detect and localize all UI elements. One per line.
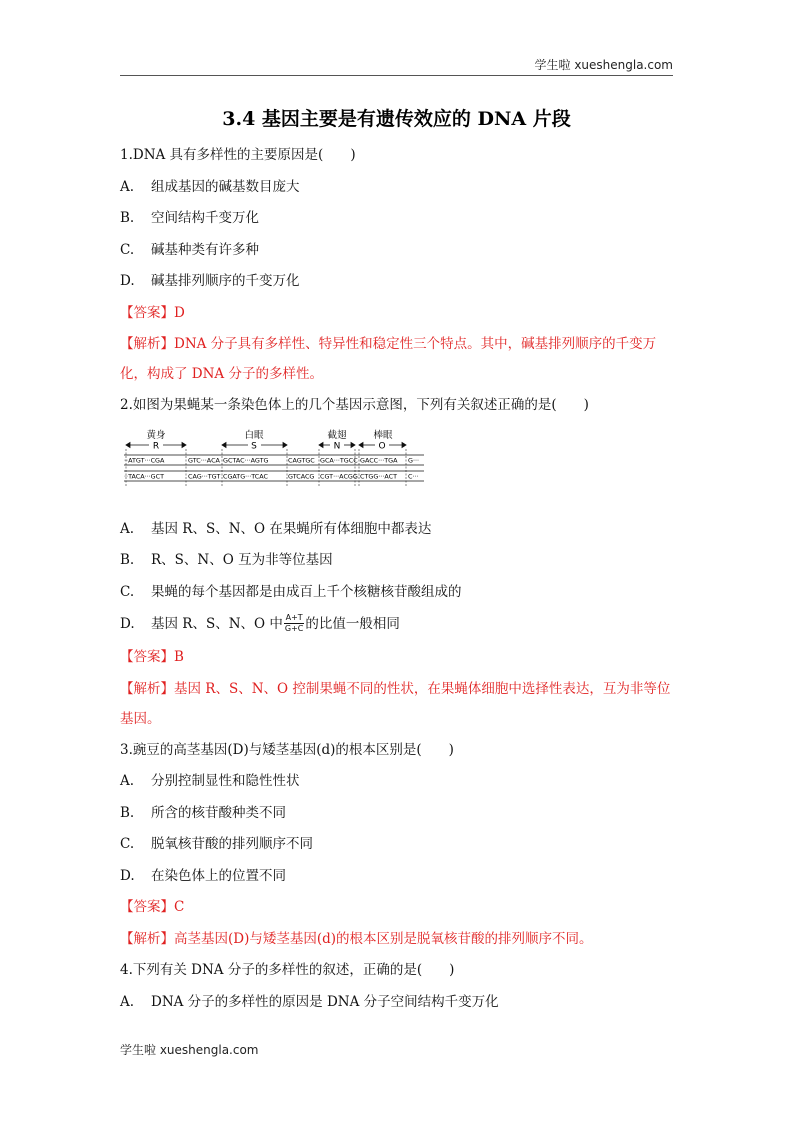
bottom-seg-1: ··TACA···GCT [124,472,164,480]
header-rule [120,75,673,76]
q3-option-d: D. 在染色体上的位置不同 [120,867,286,884]
top-seg-5: GCA···TGCC [320,456,358,464]
bottom-seg-5: CGT···ACGG [320,472,358,480]
trait-label-yellow-body: 黄身 [146,429,166,441]
gene-label-s: S [251,441,257,451]
q1-option-b: B. 空间结构千变万化 [120,210,259,226]
gene-map-figure [124,425,434,501]
q3-analysis: 【解析】高茎基因(D)与矮茎基因(d)的根本区别是脱氧核苷酸的排列顺序不同。 [120,930,593,947]
q3-stem: 3.豌豆的高茎基因(D)与矮茎基因(d)的根本区别是( ) [120,741,454,758]
page-title: 3.4 基因主要是有遗传效应的 DNA 片段 [222,108,571,130]
q1-stem: 1.DNA 具有多样性的主要原因是( ) [120,147,356,163]
q2-option-b: B. R、S、N、O 互为非等位基因 [120,552,333,568]
q3-option-c: C. 脱氧核苷酸的排列顺序不同 [120,836,313,852]
trait-label-cut-wing: 截翅 [327,429,347,441]
q4-stem: 4.下列有关 DNA 分子的多样性的叙述，正确的是( ) [120,962,455,978]
q1-option-c: C. 碱基种类有许多种 [120,241,259,258]
q1-option-a: A. 组成基因的碱基数目庞大 [120,178,300,195]
top-seg-3: GCTAC···AGTG [223,456,269,464]
q2-stem: 2.如图为果蝇某一条染色体上的几个基因示意图，下列有关叙述正确的是( ) [120,397,589,413]
header-site: 学生啦 xueshengla.com [534,58,673,72]
q1-option-d: D. 碱基排列顺序的千变万化 [120,273,300,289]
bottom-seg-2: CAG···TGT [188,472,221,480]
top-seg-6: GACC···TGA [360,456,398,464]
top-seg-7: G··· [408,456,420,464]
bottom-seg-6: CTGG···ACT [360,472,397,480]
q2-analysis: 【解析】基因 R、S、N、O 控制果蝇不同的性状，在果蝇体细胞中选择性表达，互为非等位基因。 [120,680,671,727]
top-strand [124,456,419,464]
bottom-seg-7: C··· [408,472,419,480]
top-seg-4: CAGTGC [288,456,315,464]
gene-label-n: N [333,441,341,451]
q2-option-d: D. 基因 R、S、N、O 中 $\frac{A+T}{G+C}$ 的比值一般相同 [120,613,400,633]
top-seg-2: GTC···ACA [188,456,220,464]
q1-answer: 【答案】D [120,304,185,321]
q2-answer: 【答案】B [120,649,184,665]
gene-label-o: O [378,441,386,451]
q2-option-c: C. 果蝇的每个基因都是由成百上千个核糖核苷酸组成的 [120,583,462,600]
q1-analysis: 【解析】DNA 分子具有多样性、特异性和稳定性三个特点。其中，碱基排列顺序的千变万化，构成了 DNA 分子的多样性。 [120,336,657,382]
document-body [120,145,680,1023]
top-seg-1: ··ATGT···CGA [124,456,165,464]
bottom-seg-4: GTCACG [288,472,315,480]
q4-option-a: A. DNA 分子的多样性的原因是 DNA 分子空间结构千变万化 [120,993,499,1010]
q2-option-a: A. 基因 R、S、N、O 在果蝇所有体细胞中都表达 [120,520,432,537]
q3-answer: 【答案】C [120,899,185,915]
footer-site: 学生啦 xueshengla.com [120,1043,259,1057]
gene-label-r: R [152,441,160,451]
q3-option-b: B. 所含的核苷酸种类不同 [120,804,286,821]
trait-label-white-eye: 白眼 [244,429,264,441]
ratio-fraction: $\frac{A+T}{G+C}$ [284,613,304,633]
bottom-seg-3: CGATG···TCAC [223,472,268,480]
q3-option-a: A. 分别控制显性和隐性性状 [120,773,300,789]
bottom-strand [124,472,419,480]
trait-label-bar-eye: 棒眼 [373,429,393,441]
